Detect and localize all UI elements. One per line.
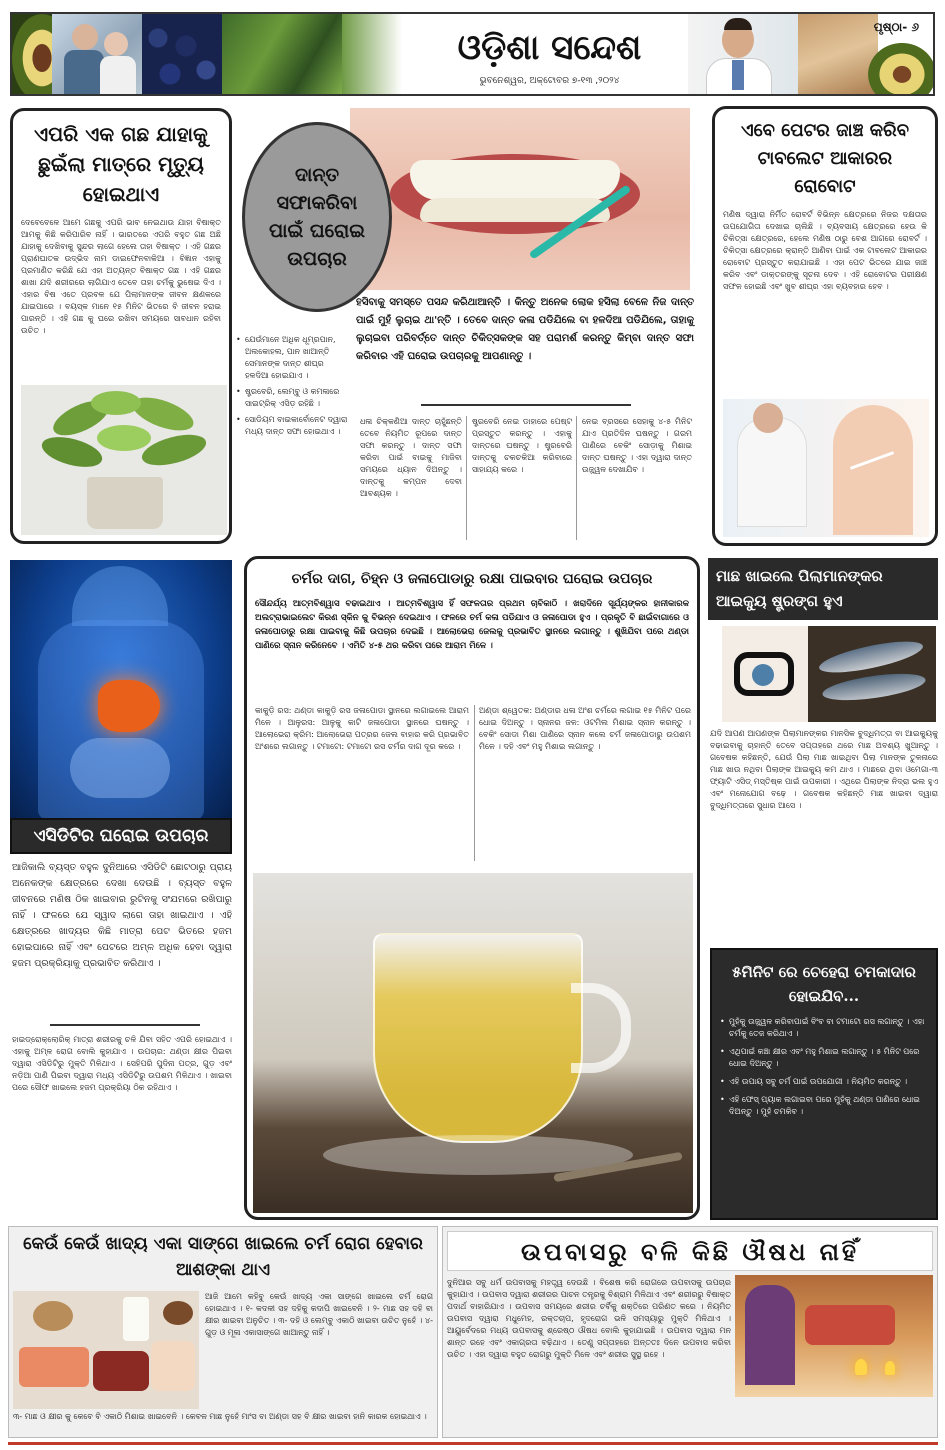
teeth-col2: ଧଳା ଚିକ୍କଣିଆ ଦାନ୍ତ ଚାହୁଁଛନ୍ତି ତେବେ ନିୟମିତ ରୂପରେ ଦାନ୍ତ ସଫା କରନ୍ତୁ । ଦାନ୍ତ ସଫା କରିବା ପାଇଁ ବାଇକୁ ମାଜିବା ସମୟରେ ଧ୍ୟାନ ଦିଅନ୍ତୁ । ଦାନ୍ତକୁ କମ୍ପନ ଦେବା ଆବଶ୍ୟକ । (360, 417, 462, 498)
doctor-photo (688, 14, 798, 94)
tree-headline: ଏପରି ଏକ ଗଛ ଯାହାକୁ ଛୁଇଁଲା ମାତ୍ରେ ମୃତ୍ୟୁ ହୋଇଥାଏ (34, 122, 208, 206)
robot-headline: ଏବେ ପେଟର ଜାଞ୍ଚ କରିବ ଟାବଲେଟ ଆକାରର ରୋବୋଟ (741, 120, 909, 197)
sardine-photo (808, 626, 936, 722)
teeth-photo (350, 108, 690, 290)
bottom-rule (8, 1442, 938, 1445)
robot-scan-photo (723, 399, 929, 537)
skin-intro: ସୌନ୍ଦର୍ଯ୍ୟ ଆତ୍ମବିଶ୍ୱାସ ବଢାଇଥାଏ । ଆତ୍ମବିଶ୍ୱାସ ହିଁ ସଫଳତାର ପ୍ରଥମ ଚାବିକାଠି । ଖରାଦିନେ ସୂର୍ଯ୍ୟଙ୍କର ହାନୀକାରକ ଅଲଟ୍ରାଭାଇଲେଟ କିରଣ ସ୍କିନ କୁ ବିଭନ୍ନ ଦେଇଥାଏ । ଫଳରେ ଚର୍ମ କଳା ପଡିଯାଏ ଓ ଜଳାପୋଡା ହୁଏ । ପ୍ରକୃତି ବି ଛାଇଁବାଗାରେ ଓ ଜଳାପୋଡାରୁ ରକ୍ଷା ପାଇବାକୁ କିଛି ଉପଚାର ଦେଇଛି । ଆଲୋଭେରା ଜେଲକୁ ପ୍ରଭାବିତ ସ୍ଥାନରେ ଲଗାନ୍ତୁ । ଶୁଖିଯିବା ପରେ ଥଣ୍ଡା ପାଣିରେ ସ୍ନାନ କରିନେବେ । ଏମିତି ୪-୫ ଥର କରିବା ପରେ ଆରାମ ମିଳେ । (255, 599, 689, 651)
fasting-body: ଦୁନିଆର ସବୁ ଧର୍ମ ଉପବାସକୁ ମହତ୍ତ୍ୱ ଦେଉଛି । ବିଶେଷ କରି ରୋଗରେ ଉପବାସକୁ ଉପଚାର କୁହାଯାଏ । ଉପବାସ ଦ୍ୱାରା ଶରୀରର ପାଚନ ତନ୍ତ୍ରକୁ ବିଶ୍ରାମ ମିଳିଥାଏ ଏବଂ ଶରୀରରୁ ବିଷାକ୍ତ ପଦାର୍ଥ ବାହାରିଯାଏ । ଉପବାସ ସମୟରେ ଶରୀର ଚର୍ବିକୁ ଶକ୍ତିରେ ପରିଣତ କରେ । ନିୟମିତ ଉପବାସ ଦ୍ୱାରା ମଧୁମେହ, ରକ୍ତଚାପ, ହୃଦରୋଗ ଭଳି ସମସ୍ୟାରୁ ମୁକ୍ତି ମିଳିଥାଏ । ଆୟୁର୍ବେଦରେ ମଧ୍ୟ ଉପବାସକୁ ଶ୍ରେଷ୍ଠ ଔଷଧ ବୋଲି କୁହାଯାଇଛି । ଉପବାସ ଦ୍ୱାରା ମନ ଶାନ୍ତ ରହେ ଏବଂ ଏକାଗ୍ରତା ବଢ଼ିଥାଏ । ତେଣୁ ସପ୍ତାହରେ ଅନ୍ତତଃ ଦିନେ ଉପବାସ କରିବା ଉଚିତ । ଏହା ଦ୍ୱାରା ବହୁତ ରୋଗରୁ ମୁକ୍ତି ମିଳେ ଏବଂ ଶରୀର ସୁସ୍ଥ ରହେ । (447, 1278, 731, 1359)
teeth-bullet: • ଷ୍ଟ୍ରବେରି, ଲେମ୍ବୁ ଓ କମଳାରେ ସାଇଟ୍ରିକ୍ ଏସିଡ଼ ରହିଛି । (236, 386, 348, 410)
glow-bullet: • ଏହି ଉପାୟ ସବୁ ଚର୍ମ ପାଇଁ ଉପଯୋଗୀ । ନିୟମିତ କରନ୍ତୁ । (720, 1076, 928, 1088)
skin-article (244, 556, 700, 1220)
masthead (10, 12, 935, 96)
fish-headline: ମାଛ ଖାଇଲେ ପିଲାମାନଙ୍କର ଆଇକ୍ୟୁ ଷ୍ଟ୍ରଙ୍ଗ ହୁଏ (716, 567, 883, 610)
eye-glasses-photo (722, 626, 808, 722)
acidity-divider (50, 1024, 200, 1026)
wood-board-image (798, 14, 878, 94)
teeth-bullet: • ସୋଡିୟମ ବାଇକାର୍ବୋନେଟ ଦ୍ୱାରା ମଧ୍ୟ ଦାନ୍ତ ସଫା ହୋଇଥାଏ । (236, 414, 348, 438)
fish-body: ଯଦି ଆପଣ ଆପଣଙ୍କ ପିଲାମାନଙ୍କର ମାନସିକ ବୁଦ୍ଧିମତ୍ତା ବା ଆଇକ୍ୟୁକୁ ବଢାଇବାକୁ ଚାହାନ୍ତି ତେବେ ସପ୍ତାହରେ ଥରେ ମାଛ ଅବଶ୍ୟ ଖୁଆନ୍ତୁ । ଗବେଷକ କହିଛନ୍ତି, ଯେଉଁ ପିଲା ମାଛ ଖାଇଥିବା ପିଲା ମାନଙ୍କ ତୁଳନାରେ ମାଛ ଖାଉ ନଥିବା ପିଲାଙ୍କ ଆଇକ୍ୟୁ କମ ଥାଏ । ମାଛରେ ଥିବା ଓମେଗା-୩ ଫ୍ୟାଟି ଏସିଡ୍ ମସ୍ତିଷ୍କ ପାଇଁ ଉପକାରୀ । ଏଥିରେ ପିଲାଙ୍କ ନିଦ୍ରା ଭଲ ହୁଏ ଏବଂ ମନୋଯୋଗ ବଢ଼େ । ଗବେଷକ କହିଛନ୍ତି ମାଛ ଖାଇବା ଦ୍ୱାରା ବୁଦ୍ଧିମତ୍ତାରେ ସୁଧାର ଆସେ । (710, 729, 938, 810)
ritual-lamp-photo (735, 1275, 933, 1397)
glow-headline: ୫ମିନିଟ ରେ ଚେହେରା ଚମକାଦାର ହୋଇଯିବ... (732, 963, 916, 1005)
robot-article (712, 106, 938, 546)
teeth-circle (242, 122, 392, 312)
skin-headline: ଚର୍ମର ଦାଗ, ଚିହ୍ନ ଓ ଜଳାପୋଡାରୁ ରକ୍ଷା ପାଇବାର ଘରୋଇ ଉପଚାର (291, 571, 653, 587)
teeth-bullet: • ଯେଉଁମାନେ ଅଧିକ ଧୂମ୍ରପାନ, ଅଲକୋହଲ, ପାନ ଖାଆନ୍ତି ସେମାନଙ୍କ ଦାନ୍ତ ଶୀଘ୍ର ହଳଦିଆ ହୋଇଯାଏ । (236, 334, 348, 382)
food-article (8, 1226, 438, 1438)
teeth-col3: ଷ୍ଟ୍ରବେରି ନେଇ ଡାହାରେ ପେଷ୍ଟ ପ୍ରସ୍ତୁତ କରନ୍ତୁ । ଏହାକୁ ଦାନ୍ତରେ ଘଷନ୍ତୁ । ଷ୍ଟ୍ରବେରି ଦାନ୍ତକୁ ଚକଚକିଆ କରିବାରେ ସାହାଯ୍ୟ କରେ । (472, 417, 572, 474)
plant-photo (21, 385, 227, 535)
skin-col1: କାକୁଡ଼ି ରସ: ଥଣ୍ଡା କାକୁଡ଼ି ରସ ଜଳାପୋଡା ସ୍ଥାନରେ ଲଗାଇଲେ ଆରାମ ମିଳେ । ଆଳୁରସ: ଆଳୁକୁ କାଟି ଜଳାପୋଡା ସ୍ଥାନରେ ଘଷନ୍ତୁ । ଆଲୋଭେରା କ୍ରିମ: ଆଲୋଭେରା ପତ୍ରର ଜେଲ ବାହାର କରି ପ୍ରଭାବିତ ଅଂଶରେ ଲଗାନ୍ତୁ । ଟମାଟୋ: ଟମାଟୋ ରସ ଚର୍ମର ଦାଗ ଦୂର କରେ । (255, 706, 469, 751)
acidity-intro: ଆଜିକାଲି ବ୍ୟସ୍ତ ବହୁଳ ଦୁନିଆରେ ଏସିଡିଟି ଛୋଟଠାରୁ ପ୍ରାୟ ଅନେକଙ୍କ କ୍ଷେତ୍ରରେ ଦେଖା ଦେଉଛି । ବ୍ୟସ୍ତ ବହୁଳ ଜୀବନରେ ମଣିଷ ଠିକ ଖାଇବାର ରୁଟିନକୁ ସଂଯମରେ ରଖିପାରୁ ନାହିଁ । ଫଳରେ ଯେ ସ୍ୱାଦ ଲାଗେ ତାହା ଖାଇଥାଏ । ଏହି କ୍ଷେତ୍ରରେ ଖାଦ୍ୟର କିଛି ମାତ୍ରା ପେଟ ଭିତରେ ହଜମ ହୋଇପାରେ ନାହିଁ ଏବଂ ପେଟରେ ଅମ୍ଳ ଅଧିକ ହେବା ଦ୍ୱାରା ହଜମ ପ୍ରକ୍ରିୟାକୁ ପ୍ରଭାବିତ କରିଥାଏ । (12, 862, 232, 969)
fish-article (708, 558, 938, 942)
food-headline: କେଉଁ କେଉଁ ଖାଦ୍ୟ ଏକା ସାଙ୍ଗେ ଖାଇଲେ ଚର୍ମ ରୋଗ ହେବାର ଆଶଙ୍କା ଥାଏ (23, 1234, 423, 1280)
glow-bullet: • ଏଥିପାଇଁ କଞ୍ଚା କ୍ଷୀର ଏବଂ ମହୁ ମିଶାଇ ଲଗାନ୍ତୁ । ୫ ମିନିଟ ପରେ ଧୋଇ ଦିଅନ୍ତୁ । (720, 1046, 928, 1070)
caregiver-photo (52, 14, 142, 94)
teeth-intro: ହସିବାକୁ ସମସ୍ତେ ପସନ୍ଦ କରିଥାଆନ୍ତି । କିନ୍ତୁ ଅନେକ ଲୋକ ହସିଲା ବେଳେ ନିଜ ଦାନ୍ତ ପାଇଁ ମୁହଁ ଲୁଚାଇ ଥା'ନ୍ତି । ତେବେ ଦାନ୍ତ କଳା ପଡିଯିଲେ ବା ହଳଦିଆ ପଡିଯିଲେ, ତାହାକୁ ଲୁଚାଇବା ପରିବର୍ତ୍ତେ ଦାନ୍ତ ଚିକିତ୍ସକଙ୍କ ସହ ପରାମର୍ଶ କରନ୍ତୁ କିମ୍ବା ଦାନ୍ତ ସଫା କରିବାର ଏହି ଘରୋଇ ଉପଚାରକୁ ଆପଣାନ୍ତୁ । (356, 297, 694, 362)
food-footer: ୩- ମାଛ ଓ କ୍ଷୀର କୁ କେବେ ବି ଏକାଠି ମିଶାଇ ଖାଇବେନି । କେବଳ ମାଛ ନୁହେଁ ମାଂସ ବା ଅଣ୍ଡା ସହ ବି କ୍ଷୀର ଖାଇବା ହାନି କାରକ ହୋଇଥାଏ । (13, 1412, 427, 1421)
teeth-bullets (236, 334, 348, 438)
glow-bullets (712, 1014, 936, 1120)
teeth-article (236, 106, 698, 550)
robot-body: ମଣିଷ ଦ୍ୱାରା ନିର୍ମିତ ରୋବର୍ଟ ବିଭିନ୍ନ କ୍ଷେତ୍ରରେ ନିଜର ଦକ୍ଷତାର ଉପଯୋଗିତା ଦେଖାଇ ଚାଲିଛି । ବ୍ୟବସାୟ କ୍ଷେତ୍ରରେ ହେଉ କି ଚିକିତ୍ସା କ୍ଷେତ୍ରରେ, ହେଲେ ମଣିଷ ଠାରୁ ବେଶ ଆଗରେ ରୋବର୍ଟ । ଚିକିତ୍ସା କ୍ଷେତ୍ରରେ କ୍ରାନ୍ତି ଆଣିବା ପାଇଁ ଏକ ଟାବଲେଟ ଆକାରର ରୋବୋଟ ପ୍ରସ୍ତୁତ କରାଯାଇଛି । ଏହା ପେଟ ଭିତରେ ଯାଇ ଜାଞ୍ଚ କରିବ ଏବଂ ଡାକ୍ତରଙ୍କୁ ସୂଚନା ଦେବ । ଏହି ରୋବୋଟର ପରୀକ୍ଷଣ ସଫଳ ହୋଇଛି ଏବଂ ଖୁବ ଶୀଘ୍ର ଏହା ବ୍ୟବହାର ହେବ । (723, 210, 927, 291)
teeth-col4: ନେଇ ବ୍ରସରେ ସେହାକୁ ୪-୫ ମିନିଟ ଯାଏ ପ୍ରତିଦିନ ଘଷନ୍ତୁ । ଗରମ ପାଣିରେ ବେକିଂ ସୋଡ଼ାକୁ ମିଶାଇ ଦାନ୍ତ ଘଷନ୍ତୁ । ଏହା ଦ୍ୱାରା ଦାନ୍ତ ଉଜ୍ଜ୍ୱଳ ଦେଖାଯିବ । (582, 417, 692, 474)
fish-headline-box (708, 558, 938, 620)
acidity-article (10, 560, 236, 1220)
glow-article (710, 948, 938, 1220)
dateline: ଭୁବନେଶ୍ୱର, ଅକ୍ଟୋବର ୭-୧୩ ,୨୦୨୪ (479, 76, 620, 86)
acidity-body: ହାଇଡ୍ରୋକ୍ଲୋରିକ୍ ମାତ୍ରା ଶରୀରକୁ ଚଳି ଯିବା ସହିତ ଏପରି ହୋଇଥାଏ । ଏହାକୁ ଅମ୍ଳ ରୋଗ ବୋଲି କୁହାଯାଏ । ଉପଚାର: ଥଣ୍ଡା କ୍ଷୀର ପିଇବା ଦ୍ୱାରା ଏସିଡିଟିରୁ ମୁକ୍ତି ମିଳିଥାଏ । ସେହିପରି ପୁଦିନା ପତ୍ର, ଗୁଡ଼ ଏବଂ ନଡ଼ିଆ ପାଣି ପିଇବା ଦ୍ୱାରା ମଧ୍ୟ ଏସିଡିଟିରୁ ଉପଶମ ମିଳିଥାଏ । ଖାଇବା ପରେ ସୌଫ ଖାଇଲେ ହଜମ ପ୍ରକ୍ରିୟା ଠିକ ରହିଥାଏ । (12, 1035, 232, 1092)
stomach-illustration (10, 560, 232, 818)
fasting-headline: ଉପବାସରୁ ବଳି କିଛି ଔଷଧ ନାହିଁ (521, 1236, 859, 1266)
avocado-image (867, 42, 935, 96)
page-number: ପୃଷ୍ଠା- ୬ (873, 20, 919, 34)
food-platter-photo (13, 1291, 199, 1409)
skin-col2: ଅଣ୍ଡା ଶ୍ୱେତକ: ଅଣ୍ଡାର ଧଳା ଅଂଶ ଚର୍ମରେ ଲଗାଇ ୧୫ ମିନିଟ ପରେ ଧୋଇ ଦିଅନ୍ତୁ । ସ୍ନାନର ଜଳ: ଓଟମିଲ ମିଶାଇ ସ୍ନାନ କରନ୍ତୁ । ବେକିଂ ସୋଡା ମିଶା ପାଣିରେ ସ୍ନାନ କଲେ ଚର୍ମ ଜଳାପୋଡାରୁ ଉପଶମ ମିଳେ । ଦହି ଏବଂ ମହୁ ମିଶାଇ ଲଗାନ୍ତୁ । (479, 706, 691, 751)
acidity-headline: ଏସିଡିଟିର ଘରୋଇ ଉପଚାର (33, 826, 209, 846)
teeth-divider (421, 404, 631, 406)
teeth-circle-title: ଦାନ୍ତ ସଫାକରିବା ପାଇଁ ଘରୋଇ ଉପଚାର (268, 164, 366, 270)
glow-bullet: • ଏହି ଫେସ୍ ପ୍ୟାକ ଲଗାଇବା ପରେ ମୁହଁକୁ ଥଣ୍ଡା ପାଣିରେ ଧୋଇ ଦିଅନ୍ତୁ । ମୁହଁ ଚମକିବ । (720, 1094, 928, 1118)
tea-photo (253, 873, 693, 1213)
masthead-title: ଓଡ଼ିଶା ସନ୍ଦେଶ (457, 28, 642, 68)
greens-image (222, 14, 342, 94)
blueberry-image (142, 14, 222, 94)
fasting-article (442, 1226, 938, 1438)
glow-bullet: • ମୁହଁକୁ ଉଜ୍ଜ୍ୱଳ କରିବାପାଇଁ ବିଂବ ବା ଟମାଟୋ ରସ ଲଗାନ୍ତୁ । ଏହା ଚର୍ମକୁ ତେଜ କରିଥାଏ । (720, 1016, 928, 1040)
tree-article (10, 108, 232, 544)
tree-body: ଦେବେବେଳେ ଆମେ ଗଛକୁ ଏପରି ଭାବ ନେଇଥାଉ ଯାହା ବିଷାକ୍ତ ଆମକୁ କିଛି କରିପାରିବ ନାହିଁ । ଭାରତରେ ଏପରି ବହୁତ ଗଛ ଅଛି ଯାହାକୁ ଦେଖିବାକୁ ସୁନ୍ଦର ଲାଗେ ହେଲେ ତାହା ବିଷାକ୍ତ । ଏହି ଗଛର ପ୍ରାଣଘାତକ ଉଦ୍ଭିଦ ନାମ ଡାଇଫେନବାକିଆ । ବିଜ୍ଞାନ ଏହାକୁ ପ୍ରମାଣିତ କରିଛି ଯେ ଏହା ଅତ୍ୟନ୍ତ ବିଷାକ୍ତ ଗଛ । ଏହି ଗଛର ଶାଖା ଯଦି ଶରୀରରେ ଲାଗିଯାଏ ତେବେ ତାହା ଚର୍ମକୁ ଭୁଷେଇ ଦିଏ । ଏହାର ବିଷ ଏତେ ପ୍ରବଳ ଯେ ପିଲାମାନଙ୍କ ଜୀବନ କ୍ଷଣକରେ ଯାଇପାରେ । ବୟସ୍କ ମାନେ ୧୫ ମିନିଟ ଭିତରେ ବି ଜୀବନ ହରାଇ ପାରନ୍ତି । ଏହି ଗଛ କୁ ଘରେ ରଖିବା ସମୟରେ ସାବଧାନ ରହିବା ଉଚିତ । (21, 218, 221, 335)
acidity-headline-box (10, 818, 232, 854)
food-body: ଆଜି ଆମେ କହିବୁ କେଉଁ ଖାଦ୍ୟ ଏକା ସାଙ୍ଗେ ଖାଇଲେ ଚର୍ମ ରୋଗ ହୋଇଥାଏ । ୧- କଦଳୀ ସହ ଦହିକୁ କଦାପି ଖାଇବେନି । ୨- ମାଛ ସହ ଦହି ବା କ୍ଷୀର ଖାଇବା ଅନୁଚିତ । ୩- ଦହି ଓ ଲେମ୍ବୁ ଏକାଠି ଖାଇବା ଉଚିତ ନୁହେଁ । ୪- ଗୁଡ଼ ଓ ମୂଳା ଏକାସାଙ୍ଗେ ଖାଆନ୍ତୁ ନାହିଁ । (205, 1292, 433, 1337)
fasting-headline-box (447, 1231, 933, 1271)
